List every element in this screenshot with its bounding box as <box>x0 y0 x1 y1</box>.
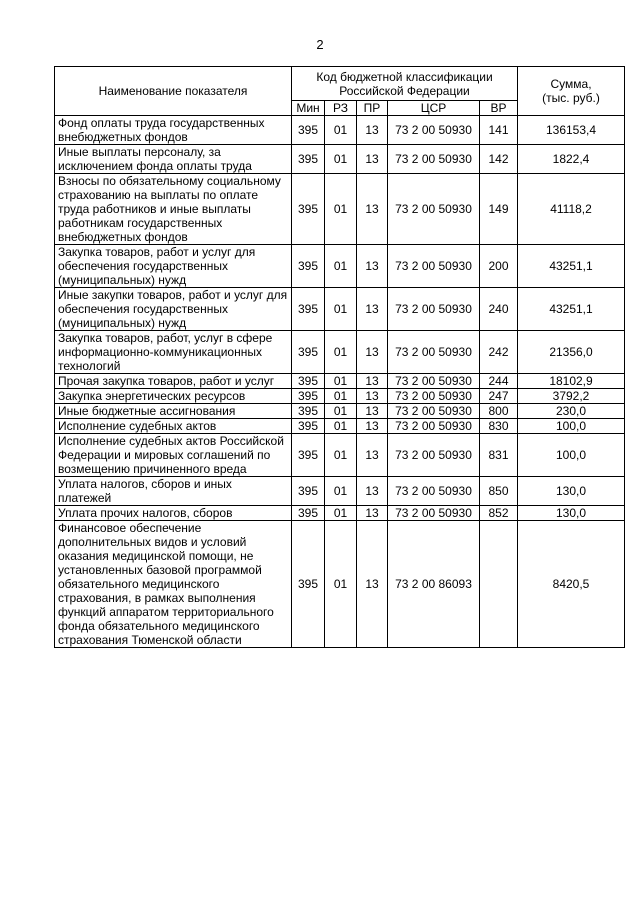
row-vr: 852 <box>480 506 518 521</box>
row-csr: 73 2 00 50930 <box>388 174 480 245</box>
row-sum: 43251,1 <box>518 288 625 331</box>
row-min: 395 <box>292 116 325 145</box>
row-sum: 230,0 <box>518 404 625 419</box>
row-name: Исполнение судебных актов Российской Федерации и мировых соглашений по возмещению причиненного вреда <box>55 434 292 477</box>
row-vr: 247 <box>480 389 518 404</box>
row-sum: 130,0 <box>518 506 625 521</box>
row-csr: 73 2 00 50930 <box>388 116 480 145</box>
row-sum: 3792,2 <box>518 389 625 404</box>
row-min: 395 <box>292 374 325 389</box>
row-pr: 13 <box>357 506 388 521</box>
header-sum: Сумма, (тыс. руб.) <box>518 67 625 116</box>
row-name: Закупка энергетических ресурсов <box>55 389 292 404</box>
row-csr: 73 2 00 50930 <box>388 404 480 419</box>
table-row <box>55 521 625 648</box>
row-name: Взносы по обязательному социальному страхованию на выплаты по оплате труда работников и иные выплаты работникам государственных внебюджетных фондов <box>55 174 292 245</box>
row-pr: 13 <box>357 419 388 434</box>
row-name: Уплата прочих налогов, сборов <box>55 506 292 521</box>
table-row <box>55 389 625 404</box>
row-pr: 13 <box>357 288 388 331</box>
row-vr: 142 <box>480 145 518 174</box>
row-vr: 830 <box>480 419 518 434</box>
row-min: 395 <box>292 477 325 506</box>
row-min: 395 <box>292 404 325 419</box>
row-rz: 01 <box>325 506 357 521</box>
header-row <box>55 67 625 101</box>
row-vr: 240 <box>480 288 518 331</box>
row-pr: 13 <box>357 116 388 145</box>
row-sum: 43251,1 <box>518 245 625 288</box>
row-min: 395 <box>292 288 325 331</box>
row-pr: 13 <box>357 434 388 477</box>
row-vr: 242 <box>480 331 518 374</box>
row-name: Иные закупки товаров, работ и услуг для обеспечения государственных (муниципальных) нужд <box>55 288 292 331</box>
table-row <box>55 145 625 174</box>
budget-table <box>54 66 625 648</box>
row-sum: 18102,9 <box>518 374 625 389</box>
table-row <box>55 288 625 331</box>
table-row <box>55 174 625 245</box>
row-rz: 01 <box>325 288 357 331</box>
header-rz: РЗ <box>325 101 357 116</box>
table-row <box>55 404 625 419</box>
row-sum: 130,0 <box>518 477 625 506</box>
page-number: 2 <box>316 37 324 52</box>
row-rz: 01 <box>325 245 357 288</box>
row-vr: 800 <box>480 404 518 419</box>
row-csr: 73 2 00 50930 <box>388 506 480 521</box>
row-min: 395 <box>292 331 325 374</box>
row-pr: 13 <box>357 174 388 245</box>
row-rz: 01 <box>325 477 357 506</box>
row-rz: 01 <box>325 116 357 145</box>
header-code-group: Код бюджетной классификации Российской Федерации <box>292 67 518 101</box>
row-rz: 01 <box>325 145 357 174</box>
row-pr: 13 <box>357 389 388 404</box>
row-sum: 1822,4 <box>518 145 625 174</box>
header-min: Мин <box>292 101 325 116</box>
row-csr: 73 2 00 50930 <box>388 389 480 404</box>
row-name: Фонд оплаты труда государственных внебюджетных фондов <box>55 116 292 145</box>
table-row <box>55 245 625 288</box>
table-row <box>55 419 625 434</box>
row-csr: 73 2 00 50930 <box>388 374 480 389</box>
row-min: 395 <box>292 506 325 521</box>
row-vr: 200 <box>480 245 518 288</box>
row-csr: 73 2 00 50930 <box>388 477 480 506</box>
row-rz: 01 <box>325 434 357 477</box>
row-rz: 01 <box>325 419 357 434</box>
row-name: Финансовое обеспечение дополнительных видов и условий оказания медицинской помощи, не установленных базовой программой обязательного медицинского страхования, в рамках выполнения функций аппаратом территориального фонда обязательного медицинского страхования Тюменской области <box>55 521 292 648</box>
row-pr: 13 <box>357 374 388 389</box>
header-csr: ЦСР <box>388 101 480 116</box>
row-rz: 01 <box>325 174 357 245</box>
row-csr: 73 2 00 50930 <box>388 145 480 174</box>
table-row <box>55 331 625 374</box>
row-pr: 13 <box>357 331 388 374</box>
table-row <box>55 374 625 389</box>
row-csr: 73 2 00 50930 <box>388 245 480 288</box>
row-pr: 13 <box>357 145 388 174</box>
row-sum: 21356,0 <box>518 331 625 374</box>
row-pr: 13 <box>357 521 388 648</box>
row-min: 395 <box>292 521 325 648</box>
row-name: Иные выплаты персоналу, за исключением фонда оплаты труда <box>55 145 292 174</box>
header-vr: ВР <box>480 101 518 116</box>
row-rz: 01 <box>325 331 357 374</box>
table-row <box>55 477 625 506</box>
row-vr: 831 <box>480 434 518 477</box>
row-sum: 41118,2 <box>518 174 625 245</box>
table-row <box>55 434 625 477</box>
row-vr: 244 <box>480 374 518 389</box>
row-vr: 149 <box>480 174 518 245</box>
row-rz: 01 <box>325 521 357 648</box>
row-name: Закупка товаров, работ, услуг в сфере информационно-коммуникационных технологий <box>55 331 292 374</box>
row-name: Иные бюджетные ассигнования <box>55 404 292 419</box>
row-rz: 01 <box>325 404 357 419</box>
row-sum: 100,0 <box>518 419 625 434</box>
row-pr: 13 <box>357 404 388 419</box>
row-sum: 100,0 <box>518 434 625 477</box>
row-name: Прочая закупка товаров, работ и услуг <box>55 374 292 389</box>
row-vr <box>480 521 518 648</box>
row-csr: 73 2 00 50930 <box>388 419 480 434</box>
row-name: Исполнение судебных актов <box>55 419 292 434</box>
row-min: 395 <box>292 434 325 477</box>
row-sum: 8420,5 <box>518 521 625 648</box>
table-row <box>55 506 625 521</box>
row-pr: 13 <box>357 245 388 288</box>
row-name: Уплата налогов, сборов и иных платежей <box>55 477 292 506</box>
row-rz: 01 <box>325 389 357 404</box>
row-min: 395 <box>292 174 325 245</box>
row-min: 395 <box>292 389 325 404</box>
row-rz: 01 <box>325 374 357 389</box>
row-vr: 141 <box>480 116 518 145</box>
row-name: Закупка товаров, работ и услуг для обеспечения государственных (муниципальных) нужд <box>55 245 292 288</box>
header-pr: ПР <box>357 101 388 116</box>
row-csr: 73 2 00 50930 <box>388 331 480 374</box>
row-vr: 850 <box>480 477 518 506</box>
row-min: 395 <box>292 245 325 288</box>
row-min: 395 <box>292 145 325 174</box>
row-min: 395 <box>292 419 325 434</box>
table-row <box>55 116 625 145</box>
row-csr: 73 2 00 50930 <box>388 288 480 331</box>
row-csr: 73 2 00 50930 <box>388 434 480 477</box>
row-sum: 136153,4 <box>518 116 625 145</box>
header-name: Наименование показателя <box>55 67 292 116</box>
row-pr: 13 <box>357 477 388 506</box>
row-csr: 73 2 00 86093 <box>388 521 480 648</box>
